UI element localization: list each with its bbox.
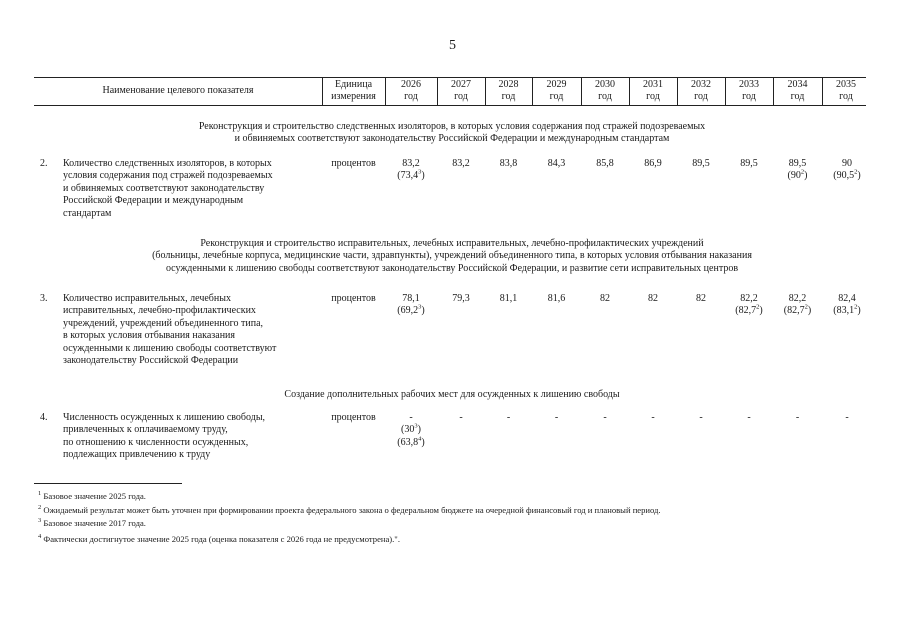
- value-main: 89,5: [740, 158, 758, 169]
- value-main: 83,2: [452, 158, 470, 169]
- value-cell: [725, 412, 773, 424]
- value-cell: [437, 412, 485, 424]
- indicator-name-line: привлеченных к оплачиваемому труду,: [63, 424, 228, 436]
- indicator-name: [63, 412, 323, 462]
- section-title-line: и обвиняемых соответствуют законодательству Российской Федерации и международным стандартам: [234, 133, 670, 145]
- header-year: [677, 79, 725, 104]
- value-main: -: [699, 412, 703, 423]
- value-cell: [822, 293, 872, 318]
- row-number: 3.: [40, 293, 48, 304]
- value-cell: [385, 293, 437, 318]
- indicator-name-line: в которых условия отбывания наказания: [63, 330, 236, 342]
- unit-cell: процентов: [331, 293, 376, 304]
- value-cell: [581, 412, 629, 424]
- indicator-name-line: исправительных, лечебно-профилактических: [63, 305, 256, 317]
- value-cell: [532, 412, 581, 424]
- value-main: -: [459, 412, 463, 423]
- header-year-word: год: [742, 91, 756, 103]
- header-year: [485, 79, 532, 104]
- value-sub: (73,4$^3$): [397, 169, 425, 182]
- value-sub: $(90^2)$: [787, 169, 808, 182]
- header-unit: [322, 79, 385, 104]
- value-main: -: [747, 412, 751, 423]
- value-main: 82,4: [838, 293, 856, 304]
- indicator-name-line: условия содержания под стражей подозреваемых: [63, 170, 273, 182]
- value-cell: [581, 293, 629, 305]
- value-sub: (82,7$^2$): [735, 304, 763, 317]
- value-cell: [485, 293, 532, 305]
- header-year-value: 2032: [691, 79, 711, 90]
- indicator-name-line: стандартам: [63, 207, 112, 219]
- value-cell: [725, 293, 773, 318]
- value-cell: [532, 158, 581, 170]
- header-year: [773, 79, 822, 104]
- header-indicator-name: Наименование целевого показателя: [102, 85, 254, 96]
- value-cell: [822, 158, 872, 183]
- footnote-rule: [34, 483, 182, 484]
- header-year-word: год: [790, 91, 805, 103]
- value-cell: [773, 158, 822, 183]
- section-title: [34, 389, 870, 401]
- row-number: 2.: [40, 158, 48, 169]
- header-year-value: 2034: [787, 79, 808, 90]
- value-main: 84,3: [547, 158, 566, 169]
- value-cell: [385, 158, 437, 183]
- value-main: 81,6: [547, 293, 566, 304]
- footnote: $^1$ Базовое значение 2025 года.: [38, 490, 146, 501]
- value-cell: [677, 293, 725, 305]
- row-number: 4.: [40, 412, 48, 423]
- value-cell: [773, 293, 822, 318]
- section-title-line: Создание дополнительных рабочих мест для осужденных к лишению свободы: [284, 389, 620, 400]
- header-year-value: 2031: [643, 79, 663, 90]
- indicator-name-line: осужденными к лишению свободы соответствуют: [63, 342, 277, 354]
- indicator-name-line: Российской Федерации и международным: [63, 195, 244, 207]
- value-cell: [629, 293, 677, 305]
- value-main: 83,2: [402, 158, 420, 169]
- header-unit-line: измерения: [331, 91, 376, 103]
- value-cell: [629, 412, 677, 424]
- indicator-name-line: законодательству Российской Федерации: [63, 355, 239, 367]
- unit-cell: процентов: [331, 158, 376, 169]
- header-year-word: год: [646, 91, 660, 103]
- value-main: -: [603, 412, 607, 423]
- value-main: -: [409, 412, 413, 423]
- indicator-name-line: Численность осужденных к лишению свободы,: [63, 412, 266, 423]
- value-cell: [773, 412, 822, 424]
- header-year: [581, 79, 629, 104]
- value-main: -: [651, 412, 655, 423]
- section-title: [34, 238, 870, 275]
- value-cell: [485, 412, 532, 424]
- value-main: 81,1: [499, 293, 518, 304]
- header-year-value: 2033: [739, 79, 759, 90]
- header-year-value: 2028: [498, 79, 519, 90]
- value-main: 82: [600, 293, 610, 304]
- value-sub: (90,5$^2$): [833, 169, 861, 182]
- value-main: 82: [696, 293, 706, 304]
- header-year-value: 2027: [451, 79, 471, 90]
- value-sub: (69,2$^3$): [397, 304, 425, 317]
- value-main: 90: [842, 158, 852, 169]
- footnote: $^2$ Ожидаемый результат может быть уточнен при формировании проекта федерального закона о федеральном бюджете на очередной финансовый год и плановый период.: [38, 504, 661, 515]
- value-main: 86,9: [644, 158, 662, 169]
- indicator-name-line: по отношению к численности осужденных,: [63, 436, 249, 448]
- value-main: 89,5: [788, 158, 807, 169]
- section-title-line: осужденными к лишению свободы соответствуют законодательству Российской Федерации, и развитие сети исправительных центров: [165, 262, 739, 274]
- value-main: 82: [648, 293, 658, 304]
- value-main: -: [795, 412, 800, 423]
- value-cell: [629, 158, 677, 170]
- table-top-rule: [34, 77, 866, 78]
- header-year: [385, 79, 437, 104]
- value-sub: (83,1$^2$): [833, 304, 861, 317]
- header-year-word: год: [501, 91, 516, 103]
- value-cell: [385, 412, 437, 449]
- value-main: 83,8: [499, 158, 518, 169]
- value-cell: [437, 293, 485, 305]
- section-title-line: Реконструкция и строительство следственных изоляторов, в которых условия содержания под стражей подозреваемых: [198, 121, 706, 132]
- indicator-name: [63, 293, 325, 367]
- header-year-word: год: [839, 91, 853, 103]
- footnote: $^3$ Базовое значение 2017 года.: [38, 517, 146, 528]
- header-year: [822, 79, 870, 104]
- value-sub: (82,7$^2$): [783, 304, 812, 317]
- footnote: $^4$ Фактически достигнутое значение 2025 года (оценка показателя с 2026 года не предусмотрена).".: [38, 533, 400, 544]
- header-year-word: год: [454, 91, 468, 103]
- value-main: -: [845, 412, 849, 423]
- value-cell: [532, 293, 581, 305]
- value-cell: [725, 158, 773, 170]
- header-unit-line: Единица: [334, 79, 373, 90]
- value-main: 89,5: [692, 158, 710, 169]
- value-main: 79,3: [452, 293, 470, 304]
- header-year: [629, 79, 677, 104]
- header-year: [532, 79, 581, 104]
- section-title-line: (больницы, лечебные корпуса, медицинские части, здравпункты), учреждений объединенного типа, в которых условия отбывания наказания: [152, 250, 752, 262]
- value-sub: $(30^3)$: [401, 423, 421, 436]
- indicator-name-line: Количество следственных изоляторов, в которых: [63, 158, 272, 169]
- value-main: 85,8: [596, 158, 614, 169]
- header-year-word: год: [549, 91, 564, 103]
- value-cell: [485, 158, 532, 170]
- value-main: -: [506, 412, 511, 423]
- page-number: 5: [449, 38, 456, 53]
- unit-cell: процентов: [331, 412, 376, 423]
- header-year-value: 2029: [546, 79, 567, 90]
- header-year-word: год: [404, 91, 418, 103]
- indicator-name-line: учреждений, учреждений объединенного типа,: [63, 317, 264, 329]
- indicator-name-line: подлежащих привлечению к труду: [63, 449, 211, 461]
- value-main: 82,2: [740, 293, 758, 304]
- value-main: -: [554, 412, 559, 423]
- indicator-name-line: Количество исправительных, лечебных: [63, 293, 231, 304]
- value-cell: [437, 158, 485, 170]
- indicator-name: [63, 158, 323, 220]
- value-main: 78,1: [402, 293, 420, 304]
- value-cell: [822, 412, 872, 424]
- table-header-bottom-rule: [34, 105, 866, 106]
- value-main: 82,2: [788, 293, 807, 304]
- header-year-value: 2030: [595, 79, 615, 90]
- value-sub: (63,8$^4$): [397, 435, 425, 448]
- header-year-value: 2035: [836, 79, 856, 90]
- value-cell: [677, 412, 725, 424]
- header-year-word: год: [598, 91, 612, 103]
- value-cell: [677, 158, 725, 170]
- header-year-value: 2026: [401, 79, 421, 90]
- header-year: [437, 79, 485, 104]
- section-title: [34, 121, 870, 146]
- value-cell: [581, 158, 629, 170]
- indicator-name-line: и обвиняемых соответствуют законодательству: [63, 182, 265, 194]
- header-year: [725, 79, 773, 104]
- section-title-line: Реконструкция и строительство исправительных, лечебных исправительных, лечебно-профилактических учреждений: [200, 238, 704, 249]
- header-year-word: год: [694, 91, 708, 103]
